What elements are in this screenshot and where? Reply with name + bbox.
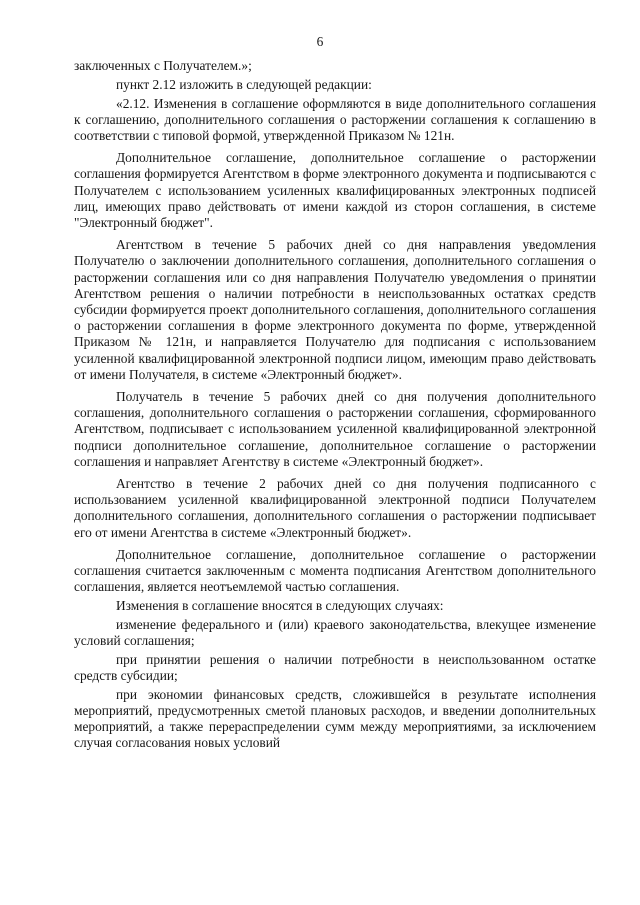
paragraph-recipient-deadline: Получатель в течение 5 рабочих дней со дня получения дополнительного соглашения, дополнительного соглашения о расторжении соглашения, сформированного Агентством, подписывает с использованием усиленной квалифицированной электронной подписи дополнительное соглашение, дополнительное соглашение о расторжении соглашения и направляет Агентству в системе «Электронный бюджет». [74,389,596,469]
paragraph-agreement-concluded: Дополнительное соглашение, дополнительное соглашение о расторжении соглашения считается заключенным с момента подписания Агентством дополнительного соглашения, является неотъемлемой частью соглашения. [74,546,596,595]
paragraph-point-2-12: «2.12. Изменения в соглашение оформляются в виде дополнительного соглашения к соглашению, дополнительного соглашения о расторжении соглашения к соглашению в соответствии с типовой формой, утвержденной Приказом № 121н. [74,95,596,143]
paragraph-agency-deadline: Агентством в течение 5 рабочих дней со дня направления уведомления Получателю о заключении дополнительного соглашения, дополнительного соглашения о расторжении соглашения или со дня направления Получателю уведомления о принятии Агентством решения о наличии потребности в неиспользованных остатках средств субсидии формируется проект дополнительного соглашения, дополнительного соглашения о расторжении соглашения в форме электронного документа по форме, утвержденной Приказом № 121н, и направляется Получателю для подписания с использованием усиленной квалифицированной электронной подписи лицом, имеющим право действовать от имени Получателя, в системе «Электронный бюджет». [74,237,596,382]
list-item-unused-balance: при принятии решения о наличии потребности в неиспользованном остатке средств субсидии; [74,651,596,684]
list-item-legislation-change: изменение федерального и (или) краевого законодательства, влекущее изменение условий соглашения; [74,616,596,649]
paragraph-agency-signing: Агентство в течение 2 рабочих дней со дня получения подписанного с использованием усиленной квалифицированной электронной подписи Получателем дополнительного соглашения, дополнительного соглашения о расторжении подписывает его от имени Агентства в системе «Электронный бюджет». [74,476,596,540]
paragraph-agreement-formation: Дополнительное соглашение, дополнительное соглашение о расторжении соглашения формируется Агентством в форме электронного документа и подписываются с Получателем с использованием усиленных квалифицированных электронных подписей лиц, имеющих право действовать от имени каждой из сторон соглашения, в системе "Электронный бюджет". [74,150,596,231]
paragraph-continuation: заключенных с Получателем.»; [74,58,252,73]
document-body [74,58,596,754]
page-number: 6 [316,34,324,49]
paragraph-changes-cases-intro: Изменения в соглашение вносятся в следующих случаях: [116,598,444,614]
paragraph-point-2-12-intro: пункт 2.12 изложить в следующей редакции: [116,76,372,92]
list-item-savings: при экономии финансовых средств, сложившейся в результате исполнения мероприятий, предусмотренных сметой плановых расходов, и введении дополнительных мероприятий, а также перераспределении сумм между мероприятиями, за исключением случая согласования новых условий [74,686,596,751]
